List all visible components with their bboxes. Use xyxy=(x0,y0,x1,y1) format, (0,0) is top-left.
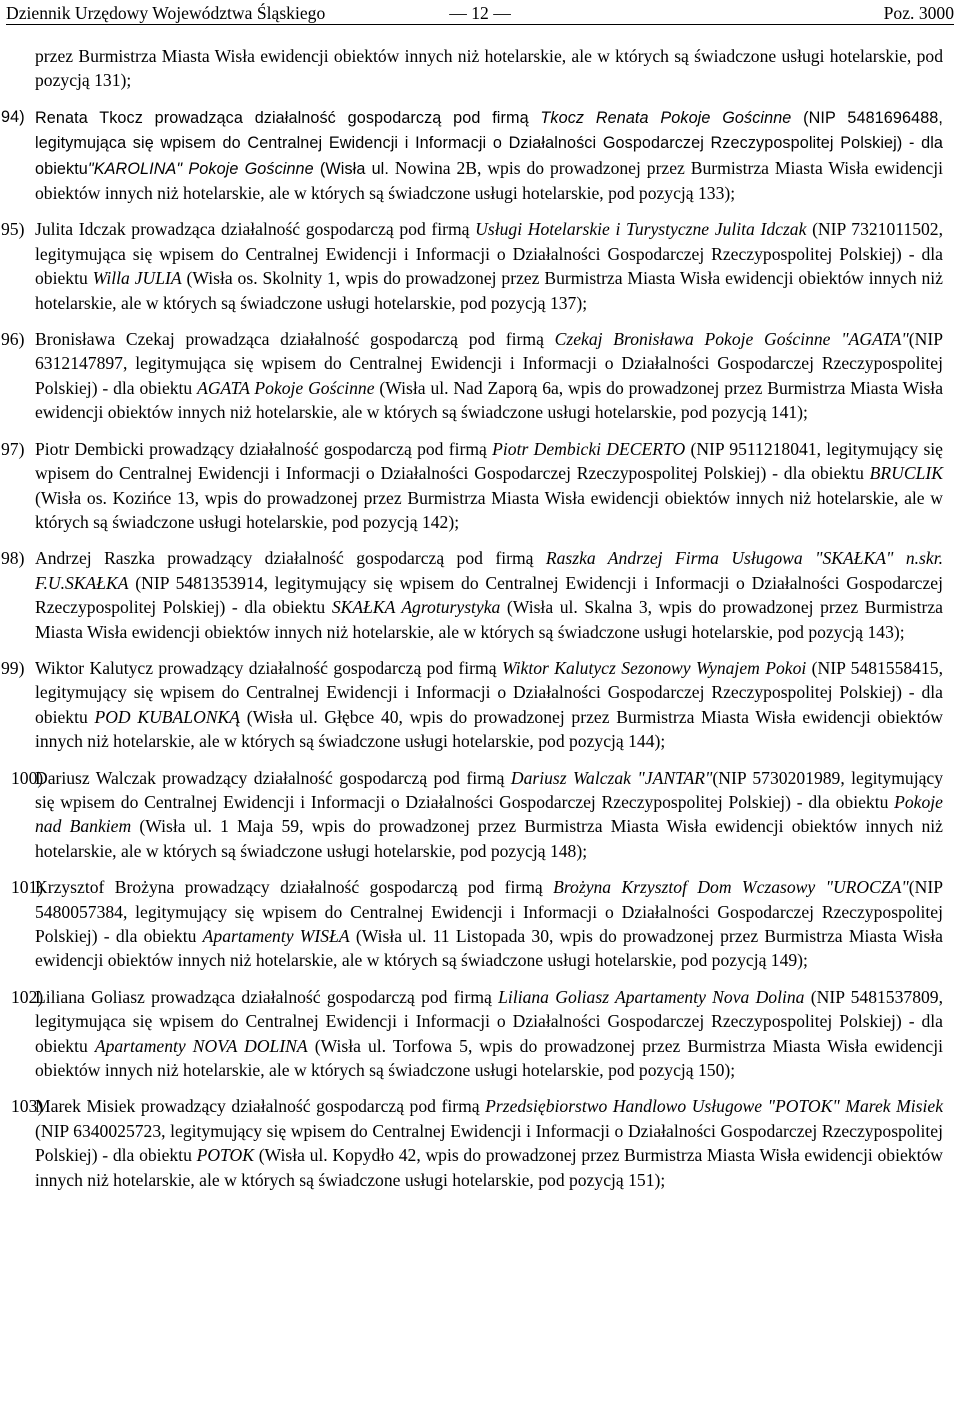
item-text: (Wisła ul. Nad Zaporą 6a, wpis do prowadzonej przez Burmistrza Miasta Wisła ewidencji obiektów innych niż hotelarskie, ale w których są świadczone usługi hotelarskie, pod pozycją 141); xyxy=(35,377,944,423)
item-text: (NIP 5481558415, legitymujący się wpisem do Centralnej Ewidencji i Informacji o Działalności Gospodarczej Rzeczypospolitej Polskiej) - dla obiektu xyxy=(35,657,943,727)
object-name: Apartamenty NOVA DOLINA xyxy=(94,1035,308,1056)
firm-name: Wiktor Kalutycz Sezonowy Wynajem Pokoi xyxy=(501,657,807,678)
object-name: POTOK xyxy=(196,1145,254,1166)
item-text: (NIP 5730201989, legitymujący się wpisem do Centralnej Ewidencji i Informacji o Działalności Gospodarczej Rzeczypospolitej Polskiej) - dla obiektu xyxy=(35,767,943,812)
list-item xyxy=(1,217,943,315)
item-text: (Wisła ul. xyxy=(313,159,389,178)
item-text: (Wisła ul. 1 Maja 59, wpis do prowadzonej przez Burmistrza Miasta Wisła ewidencji obiektów innych niż hotelarskie, ale w których są świadczone usługi hotelarskie, pod pozycją 148); xyxy=(35,816,943,861)
item-text: (NIP 5481696488, legitymująca się wpisem do Centralnej Ewidencji i Informacji o Działalności Gospodarczej Rzeczypospolitej Polskiej) - dla obiektu xyxy=(35,108,943,178)
object-name: "KAROLINA" Pokoje Gościnne xyxy=(87,159,314,178)
item-number: 98) xyxy=(1,548,25,569)
item-text: Piotr Dembicki prowadzący działalność gospodarczą pod firmą xyxy=(35,438,493,459)
item-text: (Wisła ul. Torfowa 5, wpis do prowadzonej przez Burmistrza Miasta Wisła ewidencji obiektów innych niż hotelarskie, ale w których są świadczone usługi hotelarskie, pod pozycją 150); xyxy=(35,1035,943,1081)
list-item xyxy=(11,985,943,1083)
firm-name: Tkocz Renata Pokoje Gościnne xyxy=(540,108,792,127)
item-text: Andrzej Raszka prowadzący działalność gospodarczą pod firmą xyxy=(35,548,546,569)
firm-name: Dariusz Walczak "JANTAR" xyxy=(510,767,713,788)
list-item xyxy=(11,1094,943,1192)
item-number: 102) xyxy=(11,986,44,1007)
list-item xyxy=(1,105,943,206)
item-text: (NIP 6340025723, legitymujący się wpisem do Centralnej Ewidencji i Informacji o Działalności Gospodarczej Rzeczypospolitej Polskiej) - dla obiektu xyxy=(35,1120,943,1166)
item-text: (Wisła ul. Głębce 40, wpis do prowadzonej przez Burmistrza Miasta Wisła ewidencji obiektów innych niż hotelarskie, ale w których są świadczone usługi hotelarskie, pod pozycją 144); xyxy=(35,706,943,752)
object-name: Pokoje nad Bankiem xyxy=(35,791,943,837)
firm-name: Brożyna Krzysztof Dom Wczasowy "UROCZA" xyxy=(553,877,909,898)
item-number: 94) xyxy=(1,107,25,126)
firm-name: Czekaj Bronisława Pokoje Gościnne "AGATA" xyxy=(554,329,909,350)
page-header xyxy=(6,0,954,25)
item-text: Nowina 2B, wpis do prowadzonej przez Burmistrza Miasta Wisła ewidencji obiektów innych niż hotelarskie, ale w których są świadczone usługi hotelarskie, pod pozycją 133); xyxy=(35,157,943,204)
item-text: (NIP 5481537809, legitymująca się wpisem do Centralnej Ewidencji i Informacji o Działalności Gospodarczej Rzeczypospolitej Polskiej) - dla obiektu xyxy=(35,986,943,1056)
document-body xyxy=(1,44,944,1204)
item-text: Dariusz Walczak prowadzący działalność gospodarczą pod firmą xyxy=(35,767,511,788)
intro-paragraph: przez Burmistrza Miasta Wisła ewidencji obiektów innych niż hotelarskie, ale w których są świadczone usługi hotelarskie, pod pozycją 131); xyxy=(35,46,943,91)
page-number: — 12 — xyxy=(449,3,511,23)
item-text: (Wisła ul. 11 Listopada 30, wpis do prowadzonej przez Burmistrza Miasta Wisła ewidencji obiektów innych niż hotelarskie, ale w których są świadczone usługi hotelarskie, pod pozycją 149); xyxy=(35,926,943,971)
object-name: POD KUBALONKĄ xyxy=(94,706,240,727)
item-text: (NIP 5480057384, legitymujący się wpisem do Centralnej Ewidencji i Informacji o Działalności Gospodarczej Rzeczypospolitej Polskiej) - dla obiektu xyxy=(35,877,943,946)
list-item xyxy=(1,656,943,754)
firm-name: Usługi Hotelarskie i Turystyczne Julita Idczak xyxy=(475,219,807,240)
object-name: SKAŁKA Agroturystyka xyxy=(331,597,501,618)
list-item xyxy=(11,766,943,864)
item-number: 99) xyxy=(1,657,25,678)
object-name: Willa JULIA xyxy=(92,268,182,289)
item-number: 95) xyxy=(1,219,25,240)
item-number: 103) xyxy=(11,1096,44,1117)
object-name: BRUCLIK xyxy=(869,463,943,484)
list-item xyxy=(1,327,944,425)
item-text: Liliana Goliasz prowadząca działalność gospodarczą pod firmą xyxy=(35,986,499,1007)
object-name: Apartamenty WISŁA xyxy=(202,926,350,946)
item-text: Marek Misiek prowadzący działalność gospodarczą pod firmą xyxy=(35,1096,486,1117)
position-number: Poz. 3000 xyxy=(883,3,954,23)
object-name: AGATA Pokoje Gościnne xyxy=(197,377,375,398)
item-text: Julita Idczak prowadząca działalność gospodarczą pod firmą xyxy=(35,219,476,240)
firm-name: Liliana Goliasz Apartamenty Nova Dolina xyxy=(498,986,805,1007)
firm-name: Raszka Andrzej Firma Usługowa "SKAŁKA" n.skr. F.U.SKAŁKA xyxy=(35,548,943,593)
item-text: (Wisła os. Skolnity 1, wpis do prowadzonej przez Burmistrza Miasta Wisła ewidencji obiektów innych niż hotelarskie, ale w których są świadczone usługi hotelarskie, pod pozycją 137); xyxy=(35,268,943,313)
item-number: 97) xyxy=(1,438,25,459)
item-number: 96) xyxy=(1,329,25,350)
item-text: (NIP 9511218041, legitymujący się wpisem do Centralnej Ewidencji i Informacji o Działalności Gospodarczej Rzeczypospolitej Polskiej) - dla obiektu xyxy=(35,438,943,484)
item-text: Renata Tkocz prowadząca działalność gospodarczą pod firmą xyxy=(35,108,541,127)
item-text: (Wisła ul. Skalna 3, wpis do prowadzonej przez Burmistrza Miasta Wisła ewidencji obiektów innych niż hotelarskie, ale w których są świadczone usługi hotelarskie, pod pozycją 143); xyxy=(35,597,943,642)
list-item xyxy=(1,437,943,535)
item-number: 100) xyxy=(11,767,44,788)
item-text: (NIP 5481353914, legitymujący się wpisem do Centralnej Ewidencji i Informacji o Działalności Gospodarczej Rzeczypospolitej Polskiej) - dla obiektu xyxy=(35,572,943,618)
item-number: 101) xyxy=(11,877,44,898)
item-text: Wiktor Kalutycz prowadzący działalność gospodarczą pod firmą xyxy=(35,657,502,678)
item-text: Krzysztof Brożyna prowadzący działalność gospodarczą pod firmą xyxy=(35,877,554,898)
firm-name: Piotr Dembicki DECERTO xyxy=(492,438,686,459)
list-item xyxy=(1,546,943,644)
firm-name: Przedsiębiorstwo Handlowo Usługowe "POTOK" Marek Misiek xyxy=(485,1096,943,1117)
item-text: Bronisława Czekaj prowadząca działalność gospodarczą pod firmą xyxy=(35,329,555,350)
journal-title: Dziennik Urzędowy Województwa Śląskiego xyxy=(6,3,326,23)
item-text: (Wisła os. Kozińce 13, wpis do prowadzonej przez Burmistrza Miasta Wisła ewidencji obiektów innych niż hotelarskie, ale w których są świadczone usługi hotelarskie, pod pozycją 142); xyxy=(35,487,943,532)
list-item xyxy=(11,875,943,973)
item-text: (NIP 7321011502, legitymująca się wpisem do Centralnej Ewidencji i Informacji o Działalności Gospodarczej Rzeczypospolitej Polskiej) - dla obiektu xyxy=(35,219,943,289)
item-text: (Wisła ul. Kopydło 42, wpis do prowadzonej przez Burmistrza Miasta Wisła ewidencji obiektów innych niż hotelarskie, ale w których są świadczone usługi hotelarskie, pod pozycją 151); xyxy=(35,1145,943,1190)
item-text: (NIP 6312147897, legitymująca się wpisem do Centralnej Ewidencji i Informacji o Działalności Gospodarczej Rzeczypospolitej Polskiej) - dla obiektu xyxy=(35,329,943,398)
